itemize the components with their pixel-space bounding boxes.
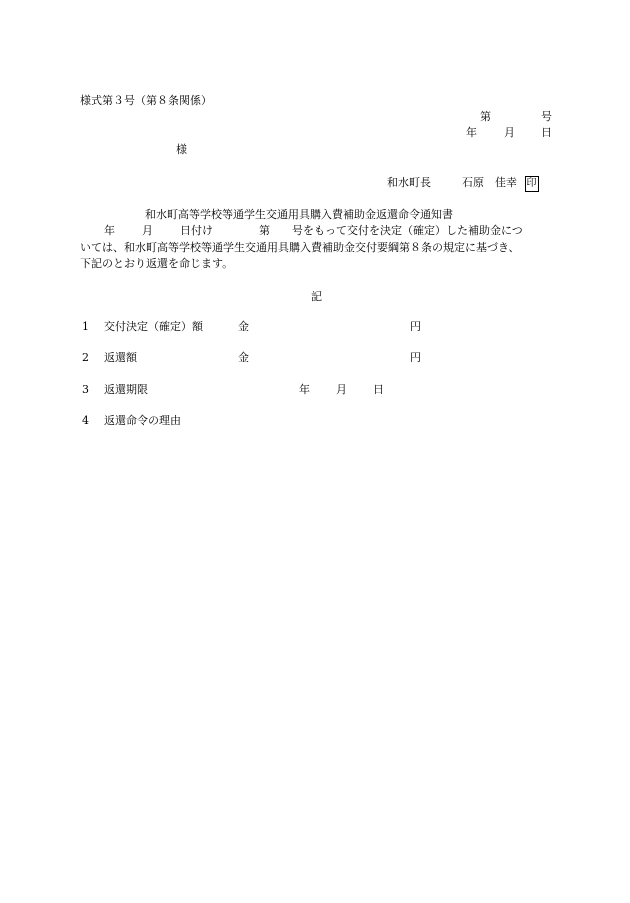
body-line-3: 下記のとおり返還を命じます。 [80, 257, 234, 270]
item-3-year: 年 [299, 383, 310, 396]
sender-block [387, 176, 539, 192]
seal-mark: 印 [525, 176, 539, 192]
date-year: 年 [466, 126, 477, 139]
item-1-prefix: 金 [238, 320, 249, 333]
addressee-suffix: 様 [176, 143, 187, 156]
item-2-unit: 円 [410, 351, 421, 364]
sender-name: 石原 佳幸 [462, 176, 517, 189]
note-heading: 記 [311, 290, 322, 303]
document-title: 和水町高等学校等通学生交通用具購入費補助金返還命令通知書 [145, 208, 453, 221]
body-year: 年 [104, 224, 115, 237]
body-month: 月 [142, 224, 153, 237]
body-line-1 [104, 225, 523, 236]
sender-title: 和水町長 [387, 176, 431, 189]
item-2-prefix: 金 [238, 351, 249, 364]
date-month: 月 [504, 126, 515, 139]
item-4-number: 4 [82, 414, 89, 427]
item-3-day: 日 [373, 383, 384, 396]
date-day: 日 [541, 126, 552, 139]
item-1-number: 1 [82, 320, 89, 333]
body-number-prefix: 第 [259, 224, 270, 237]
body-line-2: いては、和水町高等学校等通学生交通用具購入費補助金交付要綱第８条の規定に基づき、 [80, 241, 520, 254]
item-3-label: 返還期限 [104, 383, 148, 396]
item-2-label: 返還額 [104, 351, 137, 364]
document-number-prefix: 第 [480, 110, 491, 123]
item-2-number: 2 [82, 351, 89, 364]
item-4-label: 返還命令の理由 [104, 414, 181, 427]
document-number-suffix: 号 [541, 110, 552, 123]
item-3-month: 月 [336, 383, 347, 396]
item-3-number: 3 [82, 383, 89, 396]
item-1-label: 交付決定（確定）額 [104, 320, 203, 333]
form-label: 様式第３号（第８条関係） [80, 94, 212, 107]
body-dated: 日付け [180, 224, 213, 237]
body-line-1-rest: 号をもって交付を決定（確定）した補助金につ [292, 224, 523, 237]
item-1-unit: 円 [410, 320, 421, 333]
